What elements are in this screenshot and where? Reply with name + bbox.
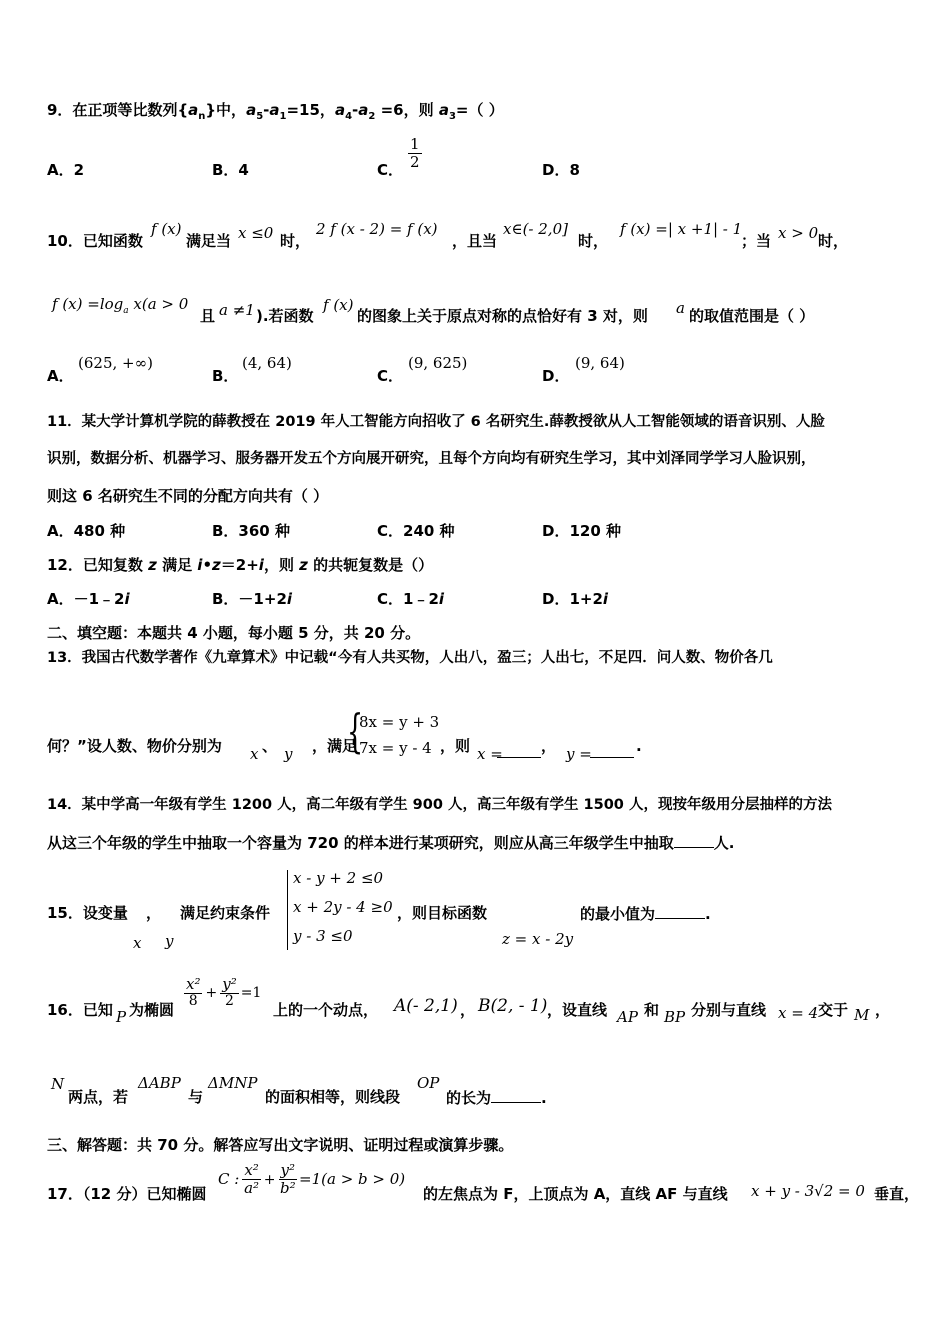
q15-constraint-1: x - y + 2 ≤0 <box>293 869 384 887</box>
section-2-heading: 二、填空题：本题共 4 小题，每小题 5 分，共 20 分。 <box>47 624 421 642</box>
q9-option-a: A．2 <box>47 161 85 179</box>
q11-option-c: C．240 种 <box>377 522 455 540</box>
q16-text-1: 16．已知 <box>47 1001 113 1019</box>
q16-answer-blank[interactable] <box>491 1090 541 1103</box>
q14-line-1: 14．某中学高一年级有学生 1200 人，高二年级有学生 900 人，高三年级有学生 1500 人，现按年级用分层抽样的方法 <box>47 797 832 813</box>
q10-option-a-label: A． <box>47 367 74 385</box>
q10-log: f $(x) =\log_a$ x(a > 0 <box>52 295 189 316</box>
q13-sep: 、 <box>262 737 278 755</box>
q16-triangle-ABP: ΔABP <box>138 1074 181 1092</box>
q10-equation: 2 f (x - 2) = f (x) <box>316 220 438 238</box>
q11-option-a: A．480 种 <box>47 522 126 540</box>
q16-text-3: 上的一个动点， <box>273 1001 379 1019</box>
q10-a: a <box>676 299 685 317</box>
q12-option-d: D．1+2i <box>542 590 609 608</box>
q16-comma-2: ， <box>875 1001 891 1019</box>
q13-text-1: 何？”设人数、物价分别为 <box>47 737 222 755</box>
q11-option-d: D．120 种 <box>542 522 621 540</box>
q13-text-3: ，则 <box>440 737 471 755</box>
q10-text-4: ，且当 <box>452 232 498 250</box>
q13-answer-x-blank[interactable] <box>497 747 541 758</box>
q16-M: M <box>854 1006 870 1024</box>
q12-stem: 12．已知复数 z 满足 i•z＝2+i，则 z 的共轭复数是（） <box>47 556 434 574</box>
q9-option-c-fraction: $\frac{1}{2}$ <box>410 135 420 171</box>
q10-option-a: (625, +∞) <box>78 354 153 372</box>
q16-text-4: ，设直线 <box>547 1001 608 1019</box>
q10-option-d-label: D． <box>542 367 570 385</box>
q16-OP: OP <box>417 1074 440 1092</box>
q16-text-9: 与 <box>188 1088 204 1106</box>
q12-option-c: C．1﹣2i <box>377 590 445 608</box>
q16-comma-1: ， <box>460 1001 476 1019</box>
q10-option-b: (4, 64) <box>242 354 292 372</box>
q13-answer-y-blank[interactable] <box>590 747 634 758</box>
q16-point-B: B(2, - 1) <box>478 996 548 1016</box>
q15-text-4: ，则目标函数 <box>397 904 488 922</box>
q13-equation-1: 8x = y + 3 <box>359 713 440 731</box>
q10-label: 10．已知函数 <box>47 232 143 250</box>
q15-var-y: y <box>165 932 174 950</box>
q10-fx: f (x) <box>151 220 182 238</box>
q13-answer-x-label: x = <box>477 745 503 763</box>
q9-stem: 9．在正项等比数列$\{a_n\}$中，$a_5-a_1=15$，$a_4-a_2 =6$，则 $a_3=$（ ） <box>47 101 504 122</box>
q13-line-1: 13．我国古代数学著作《九章算术》中记载“今有人共买物，人出八，盈三；人出七，不足四．问人数、物价各几 <box>47 650 773 666</box>
q13-comma: ， <box>541 737 557 755</box>
q15-text-1: 15．设变量 <box>47 904 128 922</box>
q11-option-b: B．360 种 <box>212 522 290 540</box>
q10-text-7: 时， <box>818 232 849 250</box>
q11-line-1: 11．某大学计算机学院的薛教授在 2019 年人工智能方向招收了 6 名研究生.薛教授欲从人工智能领域的语音识别、人脸 <box>47 414 825 430</box>
q10-text-6: ；当 <box>741 232 772 250</box>
q15-text-2: ， <box>146 904 162 922</box>
q16-AP: AP <box>617 1008 638 1026</box>
q12-option-a: A．－1﹣2i <box>47 590 130 608</box>
q15-text-3: 满足约束条件 <box>180 904 271 922</box>
q12-option-b: B．－1+2i <box>212 590 293 608</box>
q17-text-3: 垂直， <box>874 1185 920 1203</box>
q17-text-2: 的左焦点为 F，上顶点为 A，直线 AF 与直线 <box>423 1185 728 1203</box>
q10-option-b-label: B． <box>212 367 239 385</box>
q9-option-b: B．4 <box>212 161 249 179</box>
q10-interval: x∈(- 2,0] <box>503 220 568 238</box>
q14-answer-blank[interactable] <box>674 835 714 848</box>
q15-system-brace <box>287 870 290 950</box>
q15-var-x: x <box>133 934 142 952</box>
q16-P: P <box>116 1008 127 1026</box>
q10-cond-2: x > 0 <box>778 224 819 242</box>
q15-constraint-3: y - 3 ≤0 <box>293 927 353 945</box>
q9-option-c: C． <box>377 161 404 179</box>
q16-point-A: A(- 2,1) <box>394 996 458 1016</box>
q10-text-8: 且 <box>200 307 216 325</box>
q15-constraint-2: x + 2y - 4 ≥0 <box>293 898 393 916</box>
q16-ellipse-equation: $\frac{\text{x²}}{8}$ + $\frac{\text{y²}}{2}$ =1 <box>186 975 262 1009</box>
q16-triangle-MNP: ΔMNP <box>208 1074 258 1092</box>
q10-option-c: (9, 625) <box>408 354 468 372</box>
q13-var-x: x <box>250 745 259 763</box>
q13-var-y: y <box>284 745 293 763</box>
q11-line-2: 识别，数据分析、机器学习、服务器开发五个方向展开研究，且每个方向均有研究生学习，其中刘泽同学学习人脸识别， <box>47 451 816 467</box>
q15-text-5: 的最小值为 . <box>580 905 711 923</box>
q11-line-3: 则这 6 名研究生不同的分配方向共有（ ） <box>47 487 329 505</box>
q10-text-2: 满足当 <box>186 232 232 250</box>
q17-text-1: 17．（12 分）已知椭圆 <box>47 1185 207 1203</box>
q16-text-7: 交于 <box>818 1001 849 1019</box>
q16-text-10: 的面积相等，则线段 <box>265 1088 401 1106</box>
q15-objective: z = x - 2y <box>502 930 574 948</box>
q10-piece: f (x) =| x +1| - 1 <box>620 220 743 238</box>
q17-ellipse-equation: C : $\frac{\text{x²}}{\text{a²}}$ + $\frac{\text{y²}}{\text{b²}}$ =1(a > b > 0) <box>218 1161 406 1197</box>
q16-text-5: 和 <box>644 1001 660 1019</box>
q13-system-brace: { <box>347 704 364 758</box>
q16-text-2: 为椭圆 <box>129 1001 175 1019</box>
q10-fx-2: f (x) <box>323 296 354 314</box>
q16-N: N <box>51 1075 65 1093</box>
q10-option-d: (9, 64) <box>575 354 625 372</box>
q9-option-d: D．8 <box>542 161 580 179</box>
q13-equation-2: 7x = y - 4 <box>359 739 432 757</box>
q16-line-x4: x = 4 <box>778 1004 819 1022</box>
q16-BP: BP <box>664 1008 686 1026</box>
q10-cond-1: x ≤0 <box>238 224 274 242</box>
q13-text-2: ，满足 <box>312 737 358 755</box>
q10-cond-3: a ≠1 <box>219 301 255 319</box>
q16-text-8: 两点，若 <box>68 1088 129 1106</box>
q17-line-equation: x + y - 3√2 = 0 <box>751 1182 865 1200</box>
q16-text-6: 分别与直线 <box>691 1001 767 1019</box>
q10-text-11: 的取值范围是（ ） <box>689 307 815 325</box>
section-3-heading: 三、解答题：共 70 分。解答应写出文字说明、证明过程或演算步骤。 <box>47 1136 514 1154</box>
q10-option-c-label: C． <box>377 367 404 385</box>
q10-text-10: 的图象上关于原点对称的点恰好有 3 对，则 <box>357 307 648 325</box>
q16-text-11: 的长为 . <box>446 1089 547 1107</box>
q10-text-5: 时， <box>578 232 609 250</box>
q10-text-3: 时， <box>280 232 311 250</box>
q10-text-9: ).若函数 <box>256 307 314 325</box>
q13-end: . <box>636 737 642 755</box>
q15-answer-blank[interactable] <box>655 906 705 919</box>
q14-line-2: 从这三个年级的学生中抽取一个容量为 720 的样本进行某项研究，则应从高三年级学生中抽取 人. <box>47 834 735 852</box>
q13-answer-y-label: y = <box>566 745 592 763</box>
